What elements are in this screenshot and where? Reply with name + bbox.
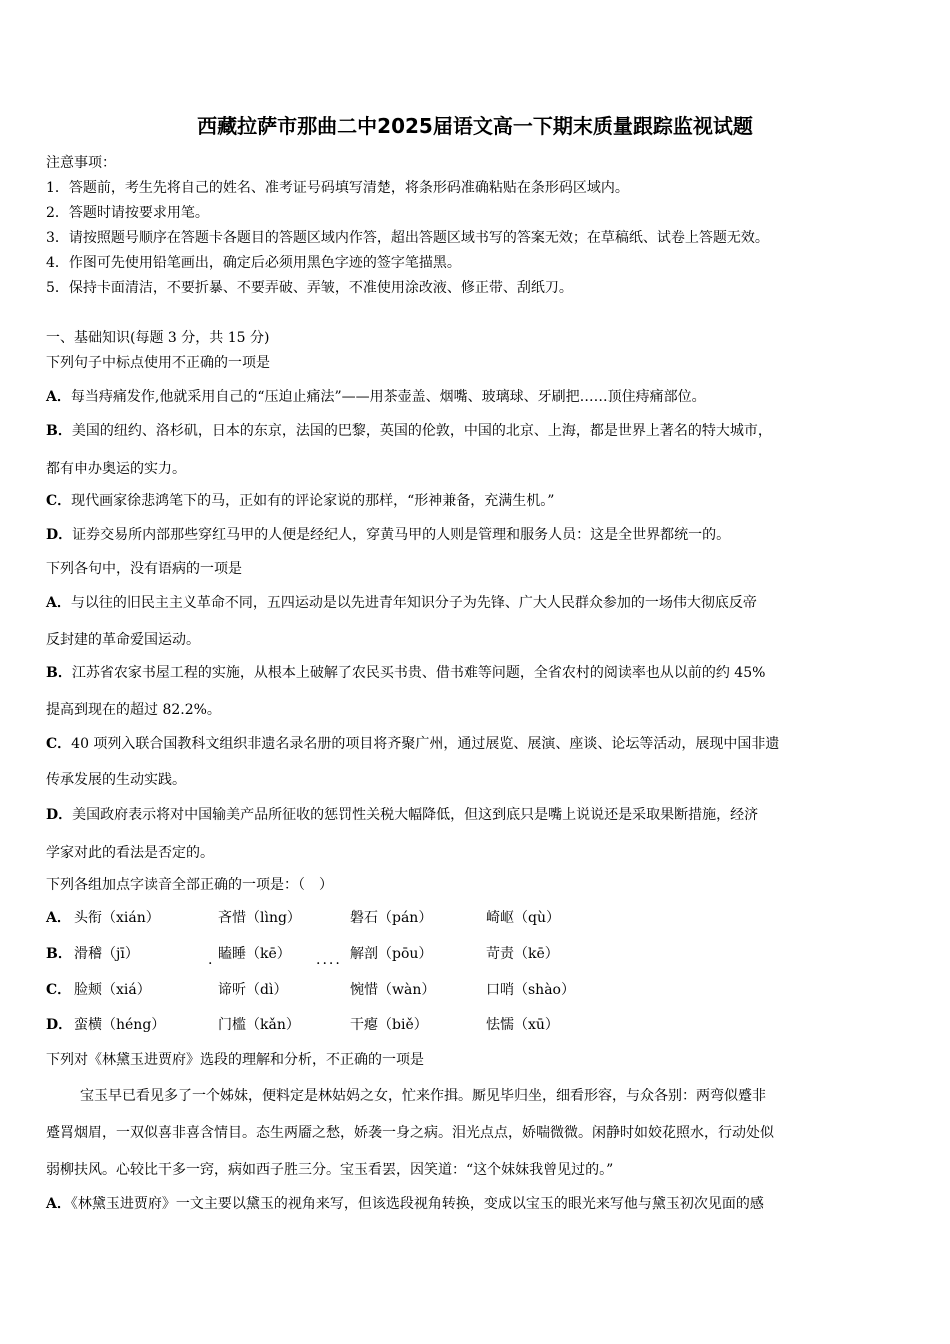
q4-passage-line-3: 弱柳扶风。心较比干多一窍，病如西子胜三分。宝玉看罢，因笑道：“这个妹妹我曾见过的。”: [46, 1162, 614, 1178]
q2-option-d-label: D．: [46, 807, 73, 823]
q2-option-c-label: C．: [46, 736, 72, 752]
q3-row-c-word4: 口哨（shào）: [486, 982, 575, 998]
q1-option-b: [46, 420, 772, 440]
q3-row-a-word1: 头衔（xián）: [74, 910, 160, 926]
q4-passage-line-2: 蹙罥烟眉，一双似喜非喜含情目。态生两靥之愁，娇袭一身之病。泪光点点，娇喘微微。闲静时如姣花照水，行动处似: [46, 1125, 774, 1141]
q2-stem-text: 下列各句中，没有语病的一项是: [46, 561, 242, 577]
emphasis-dot: .: [208, 952, 215, 968]
exam-title: 西藏拉萨市那曲二中2025届语文高一下期末质量跟踪监视试题: [197, 114, 753, 138]
q3-row-c-label: C．: [46, 982, 72, 998]
q3-row-a-word2: 吝惜（lìng）: [218, 910, 301, 926]
q3-row-a-word4: 崎岖（qù）: [486, 910, 560, 926]
q3-row-b-word4: 苛责（kē）: [486, 946, 559, 962]
q4-stem: 下列对《林黛玉进贾府》选段的理解和分析，不正确的一项是: [46, 1052, 424, 1068]
notice-item-3: 3．请按照题号顺序在答题卡各题目的答题区域内作答，超出答题区域书写的答案无效；在草稿纸、试卷上答题无效。: [46, 230, 769, 246]
q3-row-d-word3: 干瘪（biě）: [350, 1017, 428, 1033]
q2-option-a: [46, 592, 757, 612]
q2-option-a-text: 与以往的旧民主主义革命不同，五四运动是以先进青年知识分子为先锋、广大人民群众参加的一场伟大彻底反帝: [70, 595, 757, 611]
q3-row-a-label: A．: [46, 910, 71, 926]
q1-option-d-label: D．: [46, 527, 73, 543]
q3-row-d-word1: 蛮横（héng）: [74, 1017, 166, 1033]
q1-option-b-cont: 都有申办奥运的实力。: [46, 461, 186, 477]
q3-row-c-word2: 谛听（dì）: [218, 982, 288, 998]
q2-option-d-cont: 学家对此的看法是否定的。: [46, 845, 214, 861]
q4-passage-line-1: 宝玉早已看见多了一个姊妹，便料定是林姑妈之女，忙来作揖。厮见毕归坐，细看形容，与众各别：两弯似蹙非: [80, 1088, 766, 1104]
q1-option-a: [46, 386, 706, 406]
q3-stem: 下列各组加点字读音全部正确的一项是：（ ）: [46, 877, 333, 893]
q2-option-b-text: 江苏省农家书屋工程的实施，从根本上破解了农民买书贵、借书难等问题，全省农村的阅读率也从以前的约 45%: [71, 665, 766, 681]
section-heading: 一、基础知识(每题 3 分，共 15 分): [46, 330, 270, 346]
q3-row-d-word4: 怯懦（xū）: [486, 1017, 559, 1033]
emphasis-dots: ....: [316, 952, 342, 968]
q4-option-a-label: A．: [46, 1196, 71, 1212]
q3-row-d-label: D．: [46, 1017, 73, 1033]
q1-option-c: [46, 490, 554, 510]
q1-option-d-text: 证券交易所内部那些穿红马甲的人便是经纪人，穿黄马甲的人则是管理和服务人员：这是全世界都统一的。: [72, 527, 731, 543]
q2-option-d: [46, 804, 758, 824]
q2-option-c-text: 40 项列入联合国教科文组织非遗名录名册的项目将齐聚广州，通过展览、展演、座谈、论坛等活动，展现中国非遗: [71, 736, 780, 752]
notice-item-1: 1．答题前，考生先将自己的姓名、准考证号码填写清楚，将条形码准确粘贴在条形码区域内。: [46, 180, 629, 196]
q2-option-c: [46, 733, 779, 753]
q3-row-d: [46, 1014, 906, 1034]
q3-row-a: [46, 907, 906, 927]
q1-option-a-label: A．: [46, 389, 71, 405]
q3-row-d-word2: 门槛（kǎn）: [218, 1017, 300, 1033]
q1-option-b-label: B．: [46, 423, 72, 439]
q4-option-a: [46, 1193, 764, 1213]
q3-row-c-word1: 脸颊（xiá）: [74, 982, 151, 998]
q2-option-a-label: A．: [46, 595, 71, 611]
notice-heading: 注意事项：: [46, 155, 116, 171]
q1-stem: 下列句子中标点使用不正确的一项是: [46, 355, 270, 371]
q1-option-d: [46, 524, 730, 544]
q3-row-b-word3: 解剖（pōu）: [350, 946, 433, 962]
notice-item-2: 2．答题时请按要求用笔。: [46, 205, 209, 221]
q3-row-c: [46, 979, 906, 999]
q3-row-b-word2: 瞌睡（kē）: [218, 946, 291, 962]
notice-item-4: 4．作图可先使用铅笔画出，确定后必须用黑色字迹的签字笔描黑。: [46, 255, 461, 271]
q3-row-b: [46, 943, 906, 963]
q2-option-a-cont: 反封建的革命爱国运动。: [46, 632, 200, 648]
q1-option-c-text: 现代画家徐悲鸿笔下的马，正如有的评论家说的那样，“形神兼备，充满生机。”: [71, 493, 555, 509]
q1-option-b-text: 美国的纽约、洛杉矶，日本的东京，法国的巴黎，英国的伦敦，中国的北京、上海，都是世界上著名的特大城市，: [71, 423, 772, 439]
q3-row-b-word1: 滑稽（jī）: [74, 946, 139, 962]
q2-option-b: [46, 662, 765, 682]
q2-option-d-text: 美国政府表示将对中国输美产品所征收的惩罚性关税大幅降低，但这到底只是嘴上说说还是采取果断措施，经济: [72, 807, 759, 823]
q2-option-b-cont: 提高到现在的超过 82.2%。: [46, 702, 221, 718]
q3-row-a-word3: 磐石（pán）: [350, 910, 433, 926]
q3-row-c-word3: 惋惜（wàn）: [350, 982, 436, 998]
q3-row-b-label: B．: [46, 946, 72, 962]
q1-option-c-label: C．: [46, 493, 72, 509]
q2-option-b-label: B．: [46, 665, 72, 681]
q2-option-c-cont: 传承发展的生动实践。: [46, 772, 186, 788]
q4-option-a-text: 《林黛玉进贾府》一文主要以黛玉的视角来写，但该选段视角转换，变成以宝玉的眼光来写他与黛玉初次见面的感: [70, 1196, 764, 1212]
q1-option-a-text: 每当痔痛发作,他就采用自己的“压迫止痛法”——用茶壶盖、烟嘴、玻璃球、牙刷把……顶住痔痛部位。: [70, 389, 706, 405]
notice-item-5: 5．保持卡面清洁，不要折暴、不要弄破、弄皱，不准使用涂改液、修正带、刮纸刀。: [46, 280, 573, 296]
